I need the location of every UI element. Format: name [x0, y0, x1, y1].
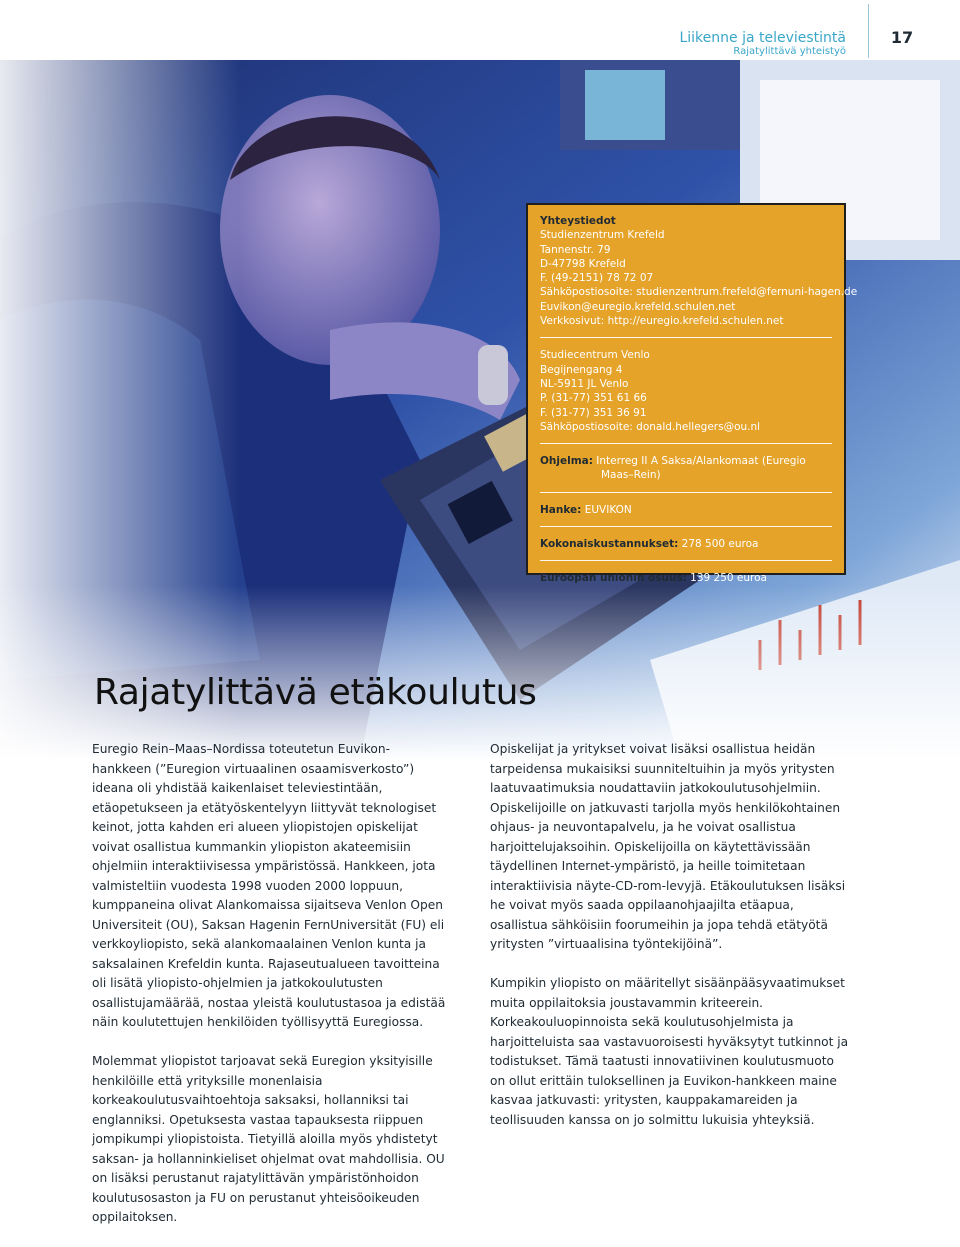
page-number: 17 [890, 28, 914, 47]
programme-label: Ohjelma: [540, 455, 593, 468]
text-line: henkilöille että yrityksille monenlaisia [92, 1073, 323, 1088]
total-cost-label: Kokonaiskustannukset: [540, 538, 679, 551]
venlo-line: Studiecentrum Venlo [540, 349, 650, 362]
total-cost-value: 278 500 euroa [681, 538, 759, 551]
text-line: oli lisätä yliopisto-ohjelmien ja jatkokoulutusten [92, 976, 383, 990]
text-line: kumppaneina olivat Alankomaissa sijaitseva Venlon Open [92, 898, 443, 912]
text-line: yritysten ”virtuaalisina työntekijöinä”. [490, 937, 723, 951]
text-line: teollisuuden kanssa on jo solmittu lukuisia yhteyksiä. [490, 1112, 815, 1127]
paragraph [490, 740, 850, 955]
venlo-line: Begijnengang 4 [540, 363, 623, 376]
text-line: keinot, jotta kahden eri alueen yliopistojen opiskelijat [92, 820, 418, 834]
krefeld-line: D-47798 Krefeld [540, 257, 626, 270]
text-line: jompikumpi yliopistoista. Tietyillä aloilla myös yhdistetyt [92, 1132, 438, 1146]
text-line: englanniksi. Opetuksesta vastaa tapauksesta riippuen [92, 1112, 424, 1127]
text-line: hankkeen (”Euregion virtuaalinen osaamisverkosto”) [92, 761, 415, 776]
programme-value: Interreg II A Saksa/Alankomaat (Euregio [596, 455, 806, 468]
text-line: ohjelmiin interaktiivisessa ympäristössä. Hankkeen, jota [92, 859, 436, 873]
divider [540, 443, 832, 444]
krefeld-line: F. (49-2151) 78 72 07 [540, 272, 654, 285]
project-field [540, 503, 832, 517]
paragraph [490, 974, 850, 1130]
text-line: etäopetukseen ja etätyöskentelyyn liittyvät teknologiset [92, 800, 437, 815]
eu-share-field [540, 571, 832, 585]
text-line: koulutusosaston ja FU on perustanut yhteisöoikeuden [92, 1190, 420, 1205]
text-line: verkkoyliopisto, sekä alankomaalainen Venlon kunta ja [92, 937, 426, 951]
text-line: voivat osallistua kummankin yliopiston akateemisiin [92, 839, 411, 854]
text-line: näin koulutettujen henkilöiden työllisyyttä Euregiossa. [92, 1015, 424, 1029]
krefeld-email[interactable]: Sähköpostiosoite: studienzentrum.frefeld@fernuni-hagen.de [540, 286, 858, 299]
krefeld-line: Tannenstr. 79 [540, 243, 611, 256]
venlo-line: NL-5911 JL Venlo [540, 377, 629, 390]
text-line: harjoittelujaksoihin. Opiskelijoilla on käytettävissään [490, 839, 811, 854]
text-line: Molemmat yliopistot tarjoavat sekä Euregion yksityisille [92, 1054, 433, 1068]
text-line: osallistua sähköisiin foorumeihin ja jopa tehdä etätyötä [490, 917, 828, 932]
paragraph [92, 740, 452, 1033]
krefeld-line: Studienzentrum Krefeld [540, 229, 665, 242]
header-divider [868, 4, 869, 58]
venlo-email[interactable]: Sähköpostiosoite: donald.hellegers@ou.nl [540, 420, 761, 433]
text-line: saksalainen Krefeldin kunta. Rajaseutualueen tavoitteina [92, 956, 440, 971]
text-line: osallistujamäärää, nostaa yleistä koulutustasoa ja edistää [92, 995, 446, 1010]
paragraph [92, 1052, 452, 1228]
project-label: Hanke: [540, 503, 582, 516]
divider [540, 337, 832, 338]
text-line: harjoitteluista saa vastavuoroisesti hyväksytyt tutkinnot ja [490, 1034, 849, 1049]
text-line: ideana oli yhdistää kaikenlaiset televiestintään, [92, 781, 383, 795]
text-line: todistukset. Tämä taatusti innovatiivinen koulutusmuoto [490, 1054, 834, 1068]
text-line: on lisäksi perustanut rajatylittävän ympäristönhoidon [92, 1171, 419, 1185]
text-line: laatuvaatimuksia noudattaviin jatkokoulutusohjelmiin. [490, 781, 821, 795]
text-line: he voivat myös saada oppilaanohjaajilta etäapua, [490, 898, 794, 912]
divider [540, 492, 832, 493]
section-title: Liikenne ja televiestintä [679, 30, 846, 46]
programme-field [540, 454, 832, 468]
text-line: saksan- ja hollanninkieliset ohjelmat ovat mahdollisia. OU [92, 1151, 445, 1166]
article-right-column [490, 740, 850, 1150]
section-subtitle: Rajatylittävä yhteistyö [733, 46, 846, 57]
programme-value-cont: Maas–Rein) [601, 469, 661, 482]
eu-share-label: Euroopan unionin osuus: [540, 572, 687, 585]
article-left-column [92, 740, 452, 1247]
total-cost-field [540, 537, 832, 551]
contact-heading: Yhteystiedot [540, 215, 616, 227]
divider [540, 560, 832, 561]
text-line: interaktiivisia näyte-CD-rom-levyjä. Etäkoulutuksen lisäksi [490, 878, 846, 893]
text-line: ohjaus- ja neuvontapalvelu, ja he voivat osallistua [490, 820, 796, 834]
project-info-box [526, 203, 858, 585]
text-line: Opiskelijoille on jatkuvasti tarjolla myös henkilökohtainen [490, 800, 841, 815]
text-line: täydellinen Internet-ympäristö, ja heille toimitetaan [490, 859, 806, 873]
text-line: muita oppilaitoksia joustavammin kriteerein. [490, 995, 764, 1010]
text-line: korkeakoulutusvaihtoehtoja saksaksi, hollanniksi tai [92, 1093, 409, 1107]
text-line: Opiskelijat ja yritykset voivat lisäksi osallistua heidän [490, 742, 816, 756]
text-line: Kumpikin yliopisto on määritellyt sisäänpääsyvaatimukset [490, 976, 845, 990]
text-line: tarpeidensa mukaisiksi suunniteltuihin ja myös yritysten [490, 761, 835, 776]
krefeld-email[interactable]: Euvikon@euregio.krefeld.schulen.net [540, 300, 736, 313]
divider [540, 526, 832, 527]
text-line: Euregio Rein–Maas–Nordissa toteutetun Euvikon- [92, 742, 391, 756]
text-line: valmisteltiin vuodesta 1998 vuoden 2000 loppuun, [92, 878, 403, 893]
text-line: on ollut erittäin tuloksellinen ja Euvikon-hankkeen maine [490, 1073, 837, 1088]
text-line: Universiteit (OU), Saksan Hagenin FernUniversität (FU) eli [92, 917, 445, 932]
venlo-line: P. (31-77) 351 61 66 [540, 392, 647, 405]
article-headline: Rajatylittävä etäkoulutus [94, 672, 537, 713]
krefeld-website[interactable]: Verkkosivut: http://euregio.krefeld.schulen.net [540, 315, 784, 328]
text-line: kasvaa jatkuvasti: yritysten, kauppakamareiden ja [490, 1093, 798, 1107]
eu-share-value: 139 250 euroa [690, 572, 767, 585]
text-line: Korkeakouluopinnoista sekä koulutusohjelmista ja [490, 1015, 794, 1029]
venlo-line: F. (31-77) 351 36 91 [540, 406, 647, 419]
project-value: EUVIKON [584, 503, 632, 516]
text-line: oppilaitoksen. [92, 1210, 178, 1224]
